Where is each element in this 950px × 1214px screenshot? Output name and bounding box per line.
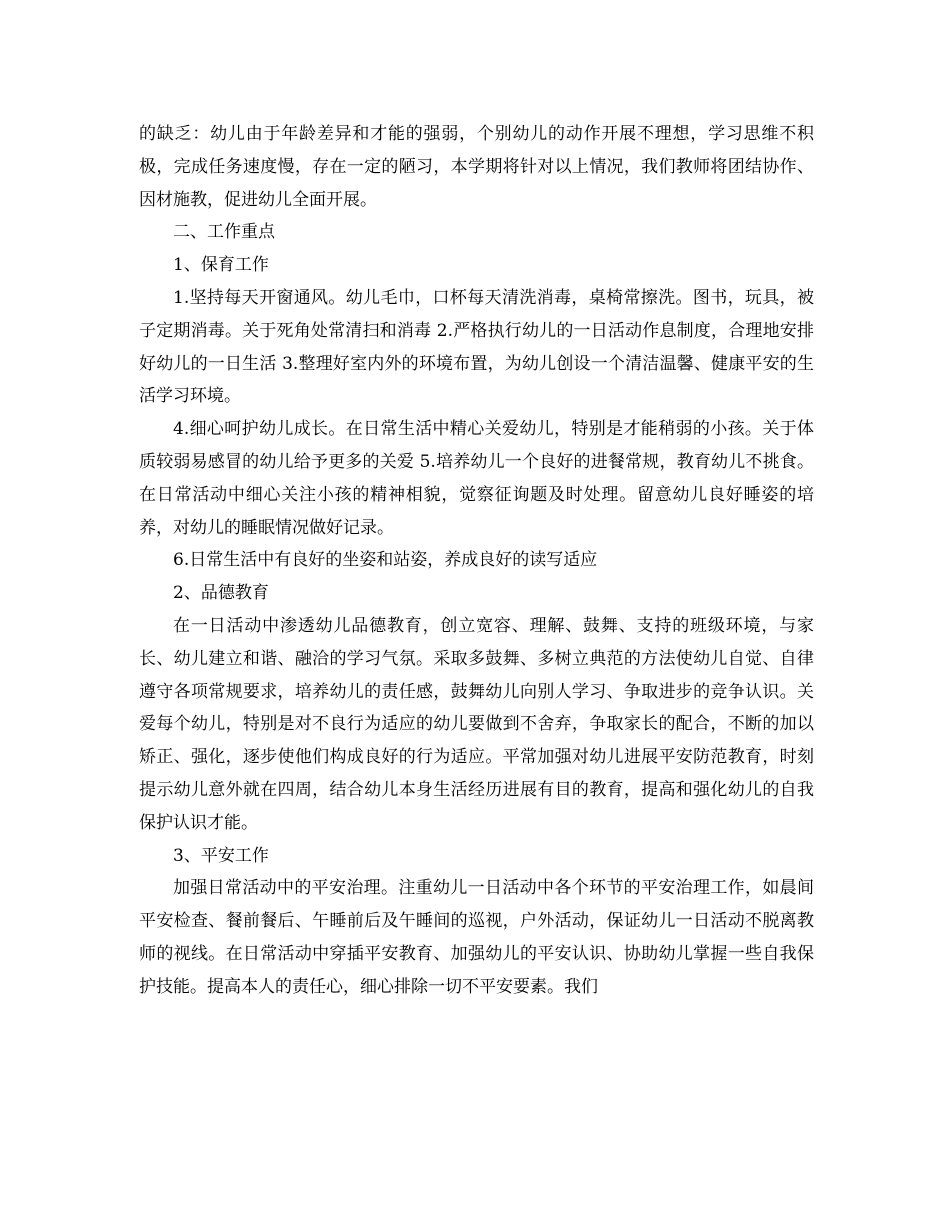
document-body bbox=[139, 118, 814, 1004]
paragraph-safety-work: 加强日常活动中的平安治理。注重幼儿一日活动中各个环节的平安治理工作，如晨间平安检查、餐前餐后、午睡前后及午睡间的巡视，户外活动，保证幼儿一日活动不脱离教师的视线。在日常活动中穿插平安教育、加强幼儿的平安认识、协助幼儿掌握一些自我保护技能。提高本人的责任心，细心排除一切不平安要素。我们 bbox=[139, 878, 814, 997]
paragraph-intro-continuation: 的缺乏：幼儿由于年龄差异和才能的强弱，个别幼儿的动作开展不理想，学习思维不积极，完成任务速度慢，存在一定的陋习，本学期将针对以上情况，我们教师将团结协作、因材施教，促进幼儿全面开展。 bbox=[139, 124, 814, 210]
subheading-care-work: 1、保育工作 bbox=[173, 255, 269, 276]
paragraph-care-items-1-3: 1.坚持每天开窗通风。幼儿毛巾，口杯每天清洗消毒，桌椅常擦洗。图书，玩具，被子定期消毒。关于死角处常清扫和消毒 2.严格执行幼儿的一日活动作息制度，合理地安排好幼儿的一日生活 3.整理好室内外的环境布置，为幼儿创设一个清洁温馨、健康平安的生活学习环境。 bbox=[139, 287, 814, 407]
paragraph-care-items-4-5: 4.细心呵护幼儿成长。在日常生活中精心关爱幼儿，特别是才能稍弱的小孩。关于体质较弱易感冒的幼儿给予更多的关爱 5.培养幼儿一个良好的进餐常规，教育幼儿不挑食。在日常活动中细心关注小孩的精神相貌，觉察征询题及时处理。留意幼儿良好睡姿的培养，对幼儿的睡眠情况做好记录。 bbox=[139, 419, 814, 538]
subheading-moral-education: 2、品德教育 bbox=[173, 583, 269, 604]
section-heading-work-focus: 二、工作重点 bbox=[173, 222, 275, 243]
subheading-safety-work: 3、平安工作 bbox=[173, 845, 269, 866]
paragraph-moral-education: 在一日活动中渗透幼儿品德教育，创立宽容、理解、鼓舞、支持的班级环境，与家长、幼儿建立和谐、融洽的学习气氛。采取多鼓舞、多树立典范的方法使幼儿自觉、自律遵守各项常规要求，培养幼儿的责任感，鼓舞幼儿向别人学习、争取进步的竞争认识。关爱每个幼儿，特别是对不良行为适应的幼儿要做到不舍弃，争取家长的配合，不断的加以矫正、强化，逐步使他们构成良好的行为适应。平常加强对幼儿进展平安防范教育，时刻提示幼儿意外就在四周，结合幼儿本身生活经历进展有目的教育，提高和强化幼儿的自我保护认识才能。 bbox=[139, 615, 814, 833]
paragraph-care-item-6: 6.日常生活中有良好的坐姿和站姿，养成良好的读写适应 bbox=[173, 550, 598, 571]
